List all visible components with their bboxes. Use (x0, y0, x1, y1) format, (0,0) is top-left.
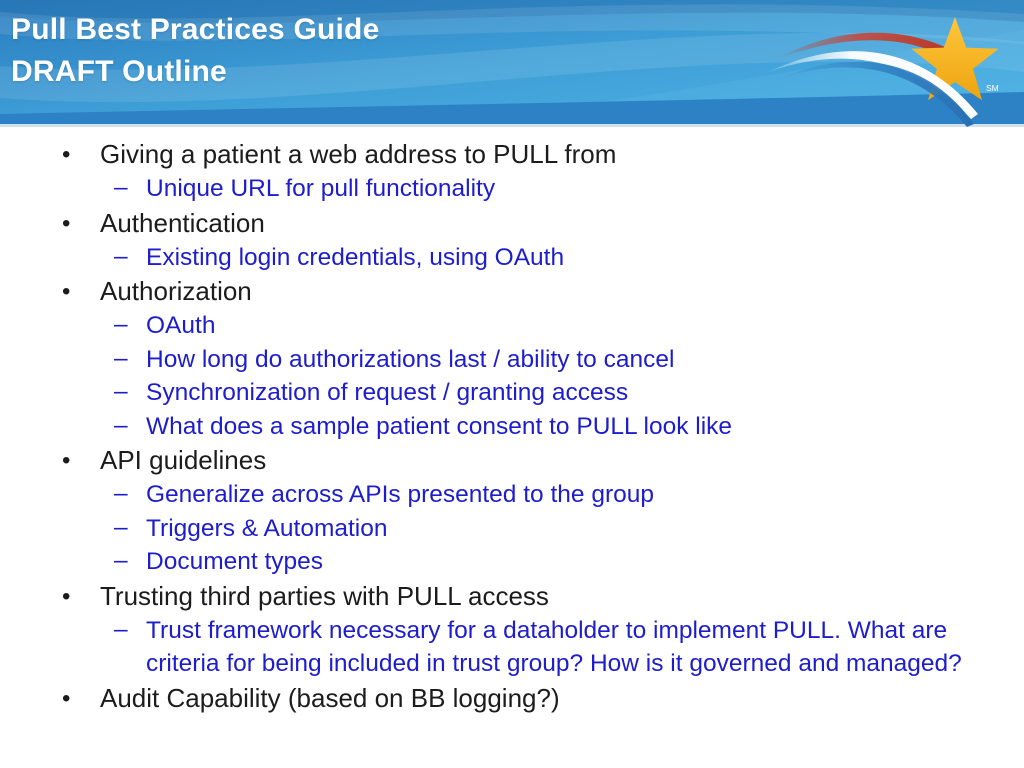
slide-body (0, 128, 1024, 716)
outline-subitem-label: Generalize across APIs presented to the group (146, 481, 654, 508)
bullet-marker: • (62, 278, 71, 305)
outline-item-level2 (0, 376, 1024, 410)
dash-marker: – (114, 411, 128, 439)
dash-marker: – (114, 547, 128, 574)
outline-subitem-label: Triggers & Automation (146, 514, 388, 542)
dash-marker: – (114, 311, 128, 338)
outline-item-level1 (0, 206, 1024, 241)
outline-subitem-label: What does a sample patient consent to PULL look like (146, 412, 733, 440)
outline-subitem-label: OAuth (146, 312, 216, 339)
outline-item-level1 (0, 681, 1024, 716)
outline-list (0, 128, 1024, 716)
bullet-marker: • (62, 684, 71, 712)
title-block (11, 9, 379, 93)
outline-item-label: Audit Capability (based on BB logging?) (100, 682, 560, 713)
dash-marker: – (114, 615, 128, 643)
outline-item-level2 (0, 309, 1024, 343)
outline-item-level1 (0, 443, 1024, 478)
outline-subitem-label: Document types (146, 548, 324, 575)
sm-mark: SM (986, 83, 999, 93)
slide-title-line2: DRAFT Outline (11, 55, 227, 88)
dash-marker: – (114, 513, 128, 541)
outline-item-level2 (0, 512, 1024, 546)
bullet-marker: • (62, 141, 71, 168)
outline-item-label: API guidelines (100, 445, 267, 475)
outline-item-label: Authorization (100, 276, 252, 306)
bullet-marker: • (62, 582, 71, 610)
outline-item-level2 (0, 172, 1024, 206)
star-swoosh-logo (754, 0, 1024, 130)
dash-marker: – (114, 174, 128, 201)
slide-header (0, 0, 1024, 127)
outline-item-level1 (0, 274, 1024, 309)
outline-subitem-label: Synchronization of request / granting access (146, 379, 629, 406)
slide-title-line1: Pull Best Practices Guide (11, 13, 380, 46)
outline-item-level1 (0, 137, 1024, 172)
dash-marker: – (114, 480, 128, 507)
outline-subitem-label: Trust framework necessary for a dataholder to implement PULL. What are criteria for being included in trust group? How is it governed and managed? (146, 616, 962, 677)
outline-item-level1 (0, 579, 1024, 614)
dash-marker: – (114, 378, 128, 405)
outline-subitem-label: How long do authorizations last / ability to cancel (146, 345, 675, 373)
dash-marker: – (114, 242, 128, 270)
outline-item-level2 (0, 343, 1024, 377)
outline-item-level2 (0, 545, 1024, 579)
outline-subitem-label: Unique URL for pull functionality (146, 175, 496, 202)
bullet-marker: • (62, 209, 71, 237)
outline-item-label: Giving a patient a web address to PULL from (100, 139, 617, 169)
outline-item-level2 (0, 614, 1024, 681)
bullet-marker: • (62, 447, 71, 474)
outline-item-level2 (0, 410, 1024, 444)
outline-item-level2 (0, 478, 1024, 512)
dash-marker: – (114, 344, 128, 372)
outline-item-label: Trusting third parties with PULL access (100, 580, 549, 611)
outline-subitem-label: Existing login credentials, using OAuth (146, 243, 565, 271)
outline-item-level2 (0, 241, 1024, 275)
outline-item-label: Authentication (100, 207, 265, 238)
